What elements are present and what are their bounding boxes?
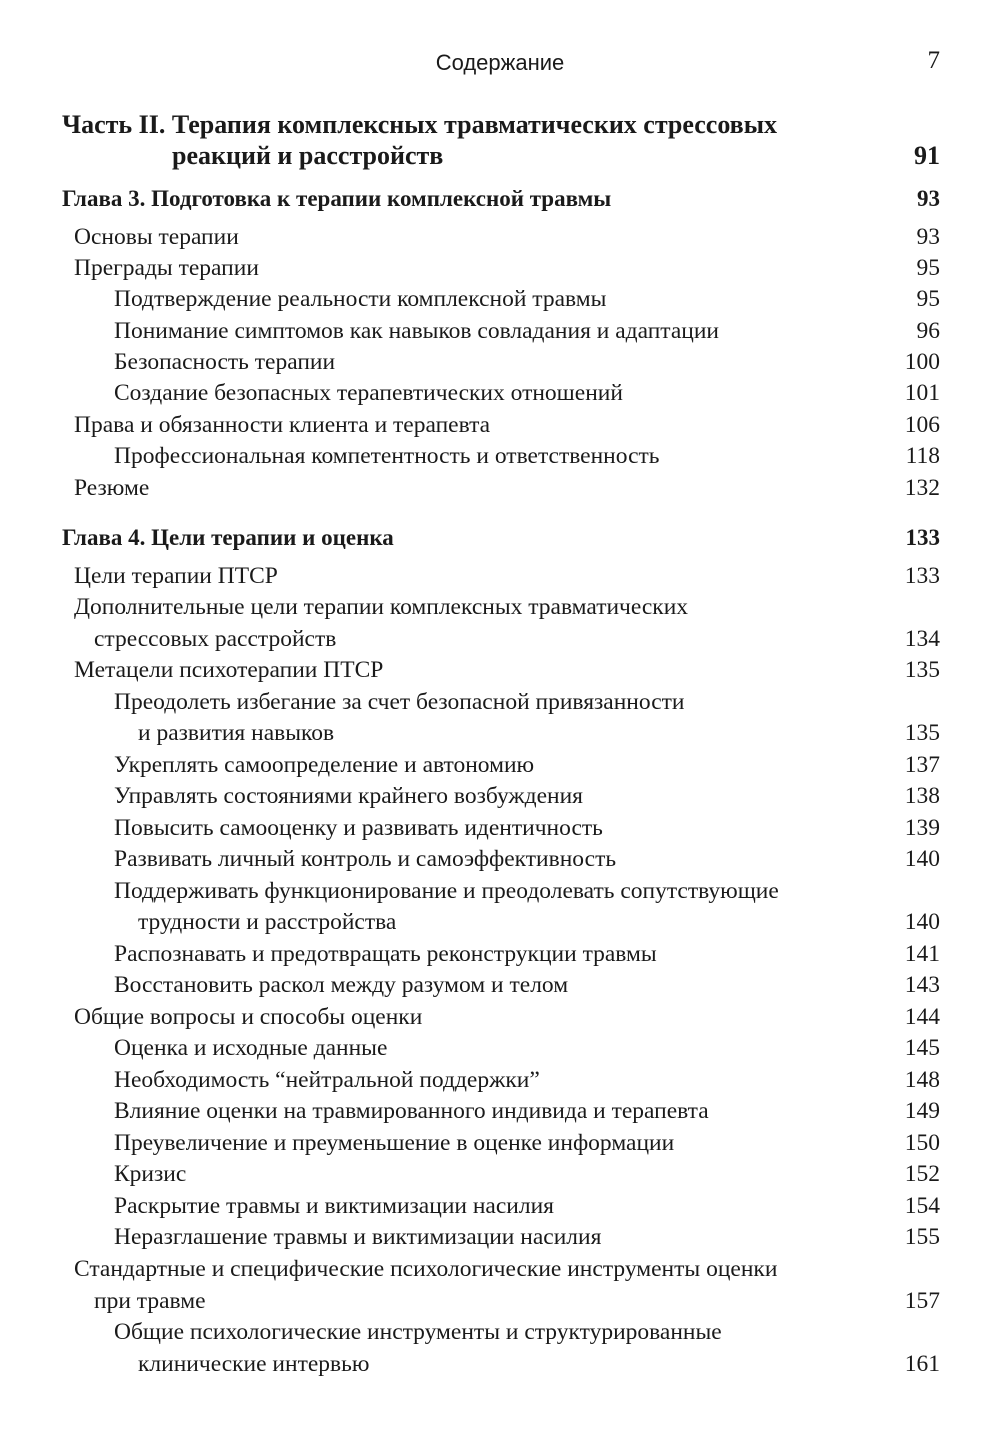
page-number: 7 (927, 47, 940, 74)
running-title: Содержание (435, 50, 565, 75)
